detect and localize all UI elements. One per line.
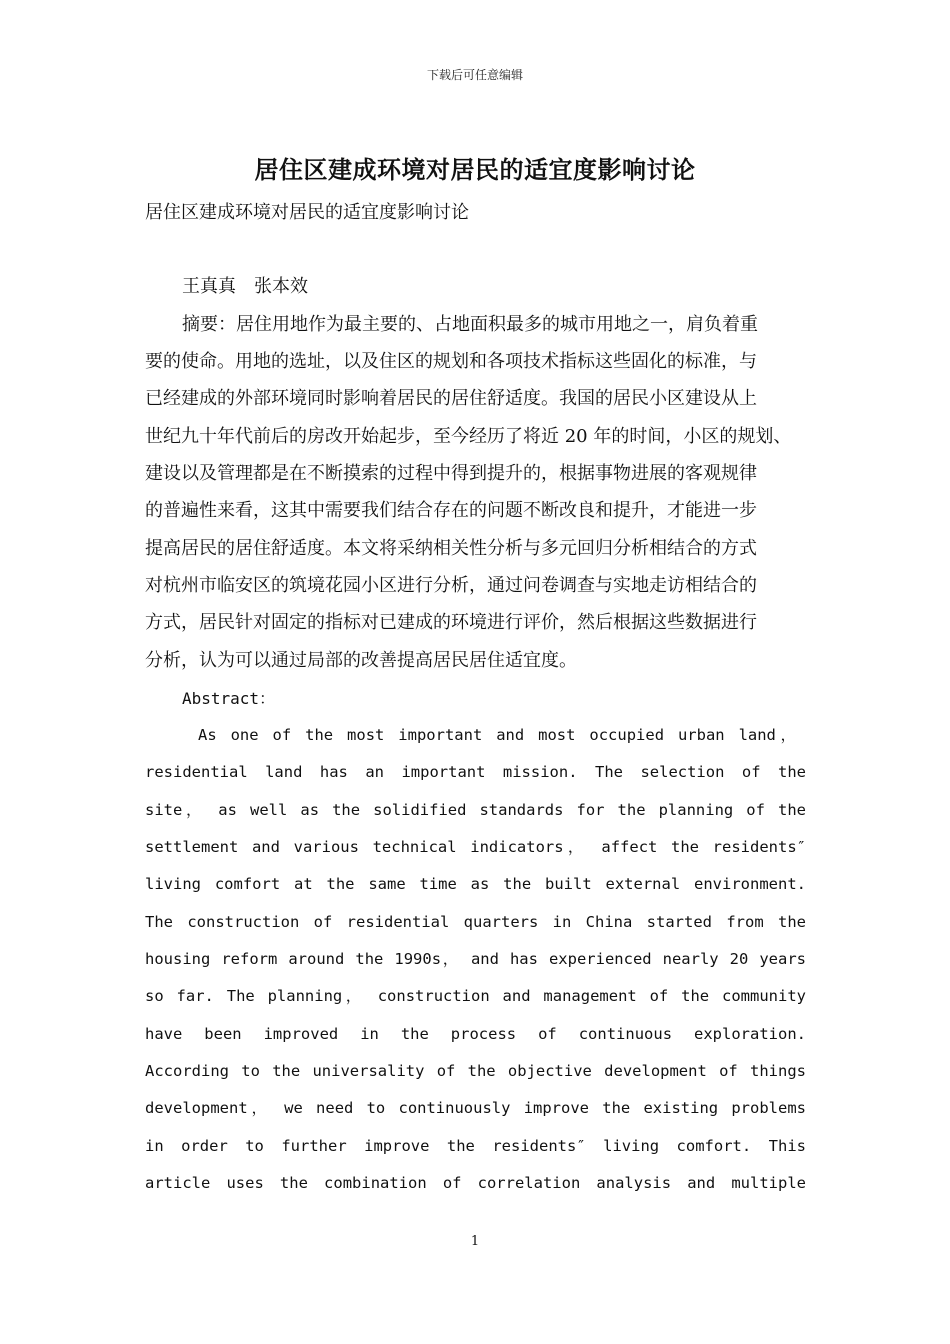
abstract-cn-line: 的普遍性来看，这其中需要我们结合存在的问题不断改良和提升，才能进一步 xyxy=(145,500,757,521)
abstract-en-line: living comfort at the same time as the built external environment. xyxy=(145,875,806,893)
abstract-en-line: housing reform around the 1990s， and has experienced nearly 20 years xyxy=(145,950,806,968)
abstract-en-line: According to the universality of the objective development of things xyxy=(145,1062,806,1080)
abstract-cn-line: 世纪九十年代前后的房改开始起步，至今经历了将近 20 年的时间，小区的规划、 xyxy=(145,426,792,447)
abstract-en-line: The construction of residential quarters in China started from the xyxy=(145,913,806,931)
abstract-en-line: As one of the most important and most occupied urban land， xyxy=(198,726,796,744)
abstract-cn-line: 对杭州市临安区的筑境花园小区进行分析，通过问卷调查与实地走访相结合的 xyxy=(145,575,757,596)
document-title: 居住区建成环境对居民的适宜度影响讨论 xyxy=(254,155,696,184)
abstract-cn-line: 要的使命。用地的选址，以及住区的规划和各项技术指标这些固化的标准，与 xyxy=(145,351,757,372)
authors: 王真真 张本效 xyxy=(182,276,308,297)
abstract-en-label: Abstract： xyxy=(182,689,276,708)
abstract-en-line: in order to further improve the residents″ living comfort. This xyxy=(145,1137,806,1155)
abstract-en-line: so far. The planning， construction and management of the community xyxy=(145,987,806,1005)
abstract-en-line: development， we need to continuously improve the existing problems xyxy=(145,1099,806,1117)
abstract-cn-line: 已经建成的外部环境同时影响着居民的居住舒适度。我国的居民小区建设从上 xyxy=(145,388,757,409)
abstract-en-line: article uses the combination of correlation analysis and multiple xyxy=(145,1174,806,1192)
abstract-cn-line: 方式，居民针对固定的指标对已建成的环境进行评价，然后根据这些数据进行 xyxy=(145,612,757,633)
abstract-cn-line: 提高居民的居住舒适度。本文将采纳相关性分析与多元回归分析相结合的方式 xyxy=(145,538,757,559)
abstract-en-line: site， as well as the solidified standards for the planning of the xyxy=(145,801,806,819)
abstract-en-line: have been improved in the process of continuous exploration. xyxy=(145,1025,806,1043)
abstract-en-line: residential land has an important mission. The selection of the xyxy=(145,763,806,781)
header-note: 下载后可任意编辑 xyxy=(426,68,523,82)
abstract-cn-line: 建设以及管理都是在不断摸索的过程中得到提升的，根据事物进展的客观规律 xyxy=(145,463,757,484)
page-number: 1 xyxy=(470,1234,480,1249)
abstract-en-line: settlement and various technical indicators， affect the residents″ xyxy=(145,838,806,856)
abstract-cn-line: 分析，认为可以通过局部的改善提高居民居住适宜度。 xyxy=(145,650,577,671)
document-subtitle: 居住区建成环境对居民的适宜度影响讨论 xyxy=(145,202,469,223)
abstract-cn-line: 摘要：居住用地作为最主要的、占地面积最多的城市用地之一，肩负着重 xyxy=(182,314,758,335)
